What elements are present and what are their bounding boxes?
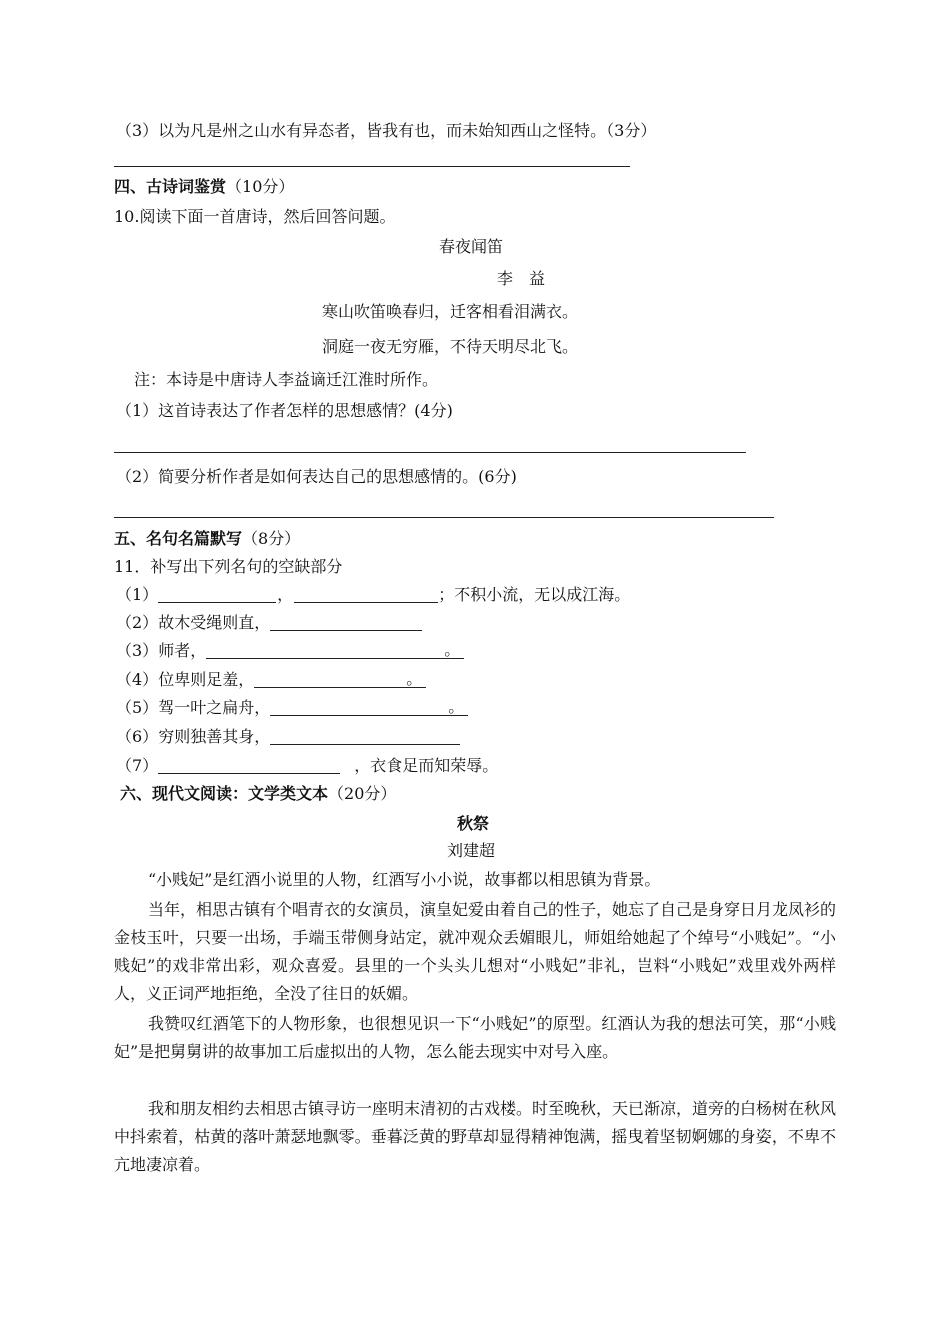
section4-score: （10分） — [226, 177, 295, 196]
item-text: 故木受绳则直， — [158, 613, 271, 632]
poem-line-2: 洞庭一夜无穷雁，不待天明尽北飞。 — [322, 337, 579, 356]
answer-line-q9-3[interactable] — [114, 166, 630, 167]
article-author: 刘建超 — [447, 841, 496, 860]
item-comma: ， — [277, 585, 294, 604]
fill-item-3 — [116, 640, 464, 662]
item-end: 。 — [406, 669, 423, 688]
item-number: （1） — [116, 585, 159, 604]
item-text: ，衣食足而知荣辱。 — [354, 756, 499, 775]
fill-item-2 — [116, 612, 422, 634]
answer-line-q10-1[interactable] — [114, 452, 746, 453]
poem-line-1: 寒山吹笛唤春归，迁客相看泪满衣。 — [322, 302, 579, 321]
fill-blank[interactable] — [270, 726, 460, 745]
fill-blank[interactable] — [254, 669, 426, 688]
section6-score: （20分） — [328, 784, 397, 803]
article-paragraph-1: “小贱妃”是红酒小说里的人物，红酒写小小说，故事都以相思镇为背景。 — [148, 870, 661, 889]
fill-item-6 — [116, 726, 460, 748]
section5-score: （8分） — [242, 529, 301, 548]
item-text: ；不积小流，无以成江海。 — [438, 585, 631, 604]
section4-heading — [114, 176, 294, 198]
item-text: 穷则独善其身， — [158, 727, 271, 746]
poem-title: 春夜闻笛 — [439, 237, 504, 256]
fill-blank[interactable] — [294, 584, 438, 603]
article-paragraph-3: 我赞叹红酒笔下的人物形象，也很想见识一下“小贱妃”的原型。红酒认为我的想法可笑，那“小贱妃”是把舅舅讲的故事加工后虚拟出的人物，怎么能去现实中对号入座。 — [114, 1014, 836, 1061]
article-paragraph-2: 当年，相思古镇有个唱青衣的女演员，演皇妃爱由着自己的性子，她忘了自己是身穿日月龙凤衫的金枝玉叶，只要一出场，手端玉带侧身站定，就冲观众丢媚眼儿，师姐给她起了个绰号“小贱妃”。“小贱妃”的戏非常出彩，观众喜爱。县里的一个头头儿想对“小贱妃”非礼，岂料“小贱妃”戏里戏外两样人，义正词严地拒绝，全没了往日的妖媚。 — [114, 900, 837, 1003]
item-number: （5） — [116, 698, 159, 717]
section6-heading — [120, 783, 396, 805]
fill-item-5 — [116, 697, 468, 719]
item-text: 师者， — [158, 641, 207, 660]
article-paragraph-4: 我和朋友相约去相思古镇寻访一座明末清初的古戏楼。时至晚秋，天已渐凉，道旁的白杨树在秋风中抖索着，枯黄的落叶萧瑟地飘零。垂暮泛黄的野草却显得精神饱满，摇曳着坚韧婀娜的身姿，不卑不亢地凄凉着。 — [114, 1099, 837, 1174]
section5-title: 五、名句名篇默写 — [114, 529, 243, 548]
poem-note: 注：本诗是中唐诗人李益谪迁江淮时所作。 — [134, 370, 439, 389]
fill-blank[interactable] — [158, 584, 276, 603]
answer-line-q10-2[interactable] — [114, 517, 774, 518]
fill-blank[interactable] — [158, 755, 340, 774]
item-text: 位卑则足羞， — [158, 670, 255, 689]
item-text: 驾一叶之扁舟， — [158, 698, 271, 717]
fill-blank[interactable] — [206, 640, 464, 659]
article-title: 秋祭 — [457, 814, 490, 833]
section5-heading — [114, 528, 300, 550]
q10-sub1: （1）这首诗表达了作者怎样的思想感情？(4分) — [116, 401, 453, 420]
item-number: （2） — [116, 613, 159, 632]
fill-item-7 — [116, 755, 498, 777]
q11-prompt: 11．补写出下列名句的空缺部分 — [114, 557, 343, 576]
poem-author: 李 益 — [497, 269, 546, 288]
q10-sub2: （2）简要分析作者是如何表达自己的思想感情的。(6分) — [116, 467, 517, 486]
section4-title: 四、古诗词鉴赏 — [114, 177, 227, 196]
section6-title: 六、现代文阅读：文学类文本 — [120, 784, 329, 803]
fill-item-4 — [116, 669, 426, 691]
item-end: 。 — [444, 640, 461, 659]
q10-prompt: 10.阅读下面一首唐诗，然后回答问题。 — [114, 207, 396, 226]
item-number: （6） — [116, 727, 159, 746]
q9-sub3: （3）以为凡是州之山水有异态者，皆我有也，而未始知西山之怪特。（3分） — [116, 121, 657, 140]
item-number: （7） — [116, 756, 159, 775]
fill-item-1 — [116, 584, 630, 606]
item-number: （4） — [116, 670, 159, 689]
fill-blank[interactable] — [270, 612, 422, 631]
item-end: 。 — [448, 697, 465, 716]
fill-blank[interactable] — [270, 697, 468, 716]
item-number: （3） — [116, 641, 159, 660]
